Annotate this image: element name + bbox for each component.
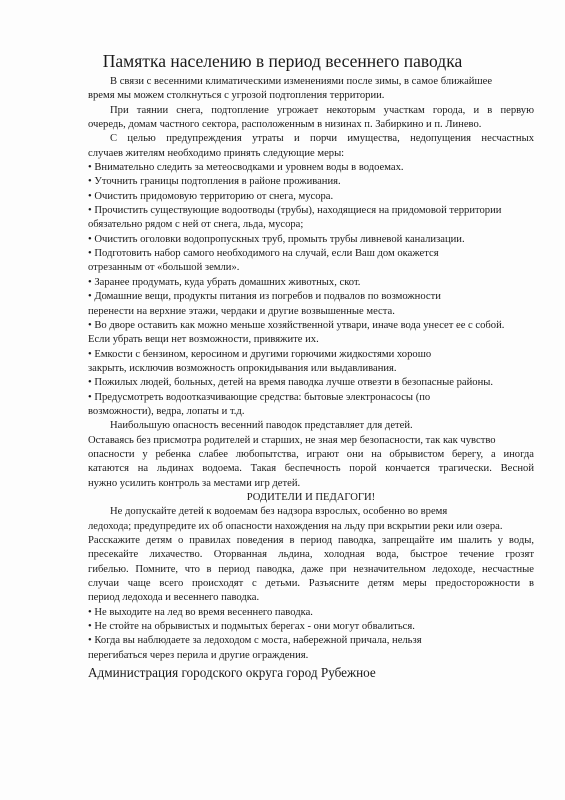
text-line: перегибаться через перила и другие ограждения.	[88, 649, 309, 661]
text-line: закрыть, исключив возможность опрокидывания или выдавливания.	[88, 362, 397, 374]
text-line: перенести на верхние этажи, чердаки и другие возвышенные места.	[88, 305, 395, 317]
footer-signature: Администрация городского округа город Рубежное	[88, 665, 376, 680]
bullet-line: • Пожилых людей, больных, детей на время паводка лучше отвезти в безопасные районы.	[88, 377, 494, 389]
text-line: Оставаясь без присмотра родителей и старших, не зная мер безопасности, так как чувство	[88, 434, 496, 446]
bullet-line: • Домашние вещи, продукты питания из погребов и подвалов по возможности	[88, 291, 441, 303]
text-line: обязательно рядом с ней от снега, льда, мусора;	[88, 219, 304, 231]
text-line: Если убрать вещи нет возможности, привяжите их.	[88, 334, 319, 346]
text-line: время мы можем столкнуться с угрозой подтопления территории.	[88, 90, 385, 102]
text-line: случаев жителям необходимо принять следующие меры:	[88, 147, 345, 159]
bullet-line: • Уточнить границы подтопления в районе проживания.	[88, 176, 341, 188]
text-line: случаи чаще всего происходят с детьми. Разъясните детям меры предосторожности в	[88, 578, 534, 590]
text-line: катаются на льдинах водоема. Такая беспечность порой кончается трагически. Весной	[88, 463, 534, 475]
text-line: отрезанным от «большой земли».	[88, 262, 240, 274]
bullet-line: • Подготовить набор самого необходимого на случай, если Ваш дом окажется	[88, 248, 439, 260]
text-line: В связи с весенними климатическими изменениями после зимы, в самое ближайшее	[110, 76, 493, 87]
bullet-line: • Заранее продумать, куда убрать домашних животных, скот.	[88, 276, 361, 288]
text-line: ледохода; предупредите их об опасности нахождения на льду при вскрытии реки или озера.	[88, 520, 503, 532]
text-line: Наибольшую опасность весенний паводок представляет для детей.	[110, 420, 413, 432]
text-line: период ледохода и весеннего паводка.	[88, 592, 260, 604]
text-line: гибелью. Помните, что в период паводка, даже при незначительном ледоходе, несчастные	[88, 563, 534, 575]
bullet-line: • Не стойте на обрывистых и подмытых берегах - они могут обвалиться.	[88, 621, 415, 633]
bullet-line: • Емкости с бензином, керосином и другими горючими жидкостями хорошо	[88, 348, 432, 360]
bullet-line: • Во дворе оставить как можно меньше хозяйственной утвари, иначе вода унесет ее с собой.	[88, 319, 505, 331]
document-body	[88, 75, 534, 663]
bullet-line: • Прочистить существующие водоотводы (трубы), находящиеся на придомовой территории	[88, 205, 502, 217]
bullet-line: • Очистить придомовую территорию от снега, мусора.	[88, 190, 334, 202]
text-line: Не допускайте детей к водоемам без надзора взрослых, особенно во время	[110, 506, 448, 518]
bullet-line: • Внимательно следить за метеосводками и уровнем воды в водоемах.	[88, 162, 404, 174]
text-line: опасности у ребенка слабее любопытства, играют они на обрывистом берегу, а иногда	[88, 448, 534, 460]
text-line: пресекайте лихачество. Оторванная льдина, холодная вода, быстрое течение грозят	[88, 549, 534, 561]
bullet-line: • Когда вы наблюдаете за ледоходом с моста, набережной причала, нельзя	[88, 635, 422, 647]
bullet-line: • Предусмотреть водоотказчивающие средства: бытовые электронасосы (по	[88, 391, 431, 403]
bullet-line: • Очистить оголовки водопропускных труб, промыть трубы ливневой канализации.	[88, 233, 465, 245]
text-line: С целью предупреждения утраты и порчи имущества, недопущения несчастных	[110, 133, 534, 145]
bullet-line: • Не выходите на лед во время весеннего паводка.	[88, 606, 313, 618]
text-line: очередь, домам частного сектора, расположенным в низинах п. Забиркино и п. Линево.	[88, 119, 482, 131]
text-line: нужно усилить контроль за местами игр детей.	[88, 477, 301, 489]
text-line: При таянии снега, подтопление угрожает некоторым участкам города, и в первую	[110, 104, 534, 116]
section-heading: РОДИТЕЛИ И ПЕДАГОГИ!	[246, 491, 376, 503]
text-line: возможности), ведра, лопаты и т.д.	[88, 405, 245, 417]
text-line: Расскажите детям о правилах поведения в период паводка, запрещайте им шалить у воды,	[88, 535, 534, 546]
document-title: Памятка населению в период весеннего паводка	[102, 51, 463, 71]
